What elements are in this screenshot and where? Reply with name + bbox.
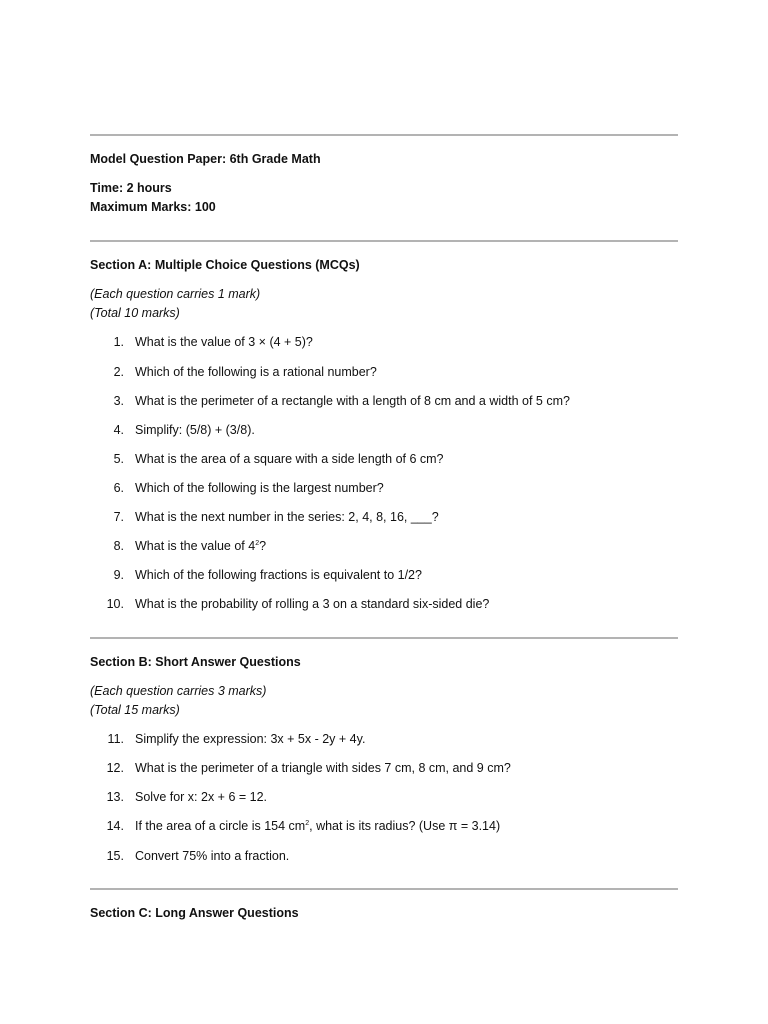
list-item [90, 392, 678, 410]
exponent: 2 [255, 540, 260, 547]
question-text: What is the perimeter of a triangle with sides 7 cm, 8 cm, and 9 cm? [135, 761, 511, 775]
section-c-heading: Section C: Long Answer Questions [90, 906, 299, 920]
list-item [90, 363, 678, 381]
section-b-note: (Each question carries 3 marks) [90, 684, 267, 698]
question-number: 2. [113, 365, 124, 379]
question-text: What is the area of a square with a side length of 6 cm? [135, 452, 444, 466]
divider [90, 637, 678, 639]
question-text-post: , what is its radius? (Use π = 3.14) [309, 819, 501, 833]
divider [90, 134, 678, 136]
question-number: 5. [113, 452, 124, 466]
section-a-total: (Total 10 marks) [90, 306, 180, 320]
question-number: 7. [113, 510, 124, 524]
list-item [90, 817, 678, 835]
list-item [90, 788, 678, 806]
question-number: 1. [113, 335, 124, 349]
question-text: What is the next number in the series: 2, 4, 8, 16, ___? [135, 510, 439, 524]
section-a-heading: Section A: Multiple Choice Questions (MCQs) [90, 258, 360, 272]
list-item [90, 333, 678, 351]
question-number: 4. [113, 423, 124, 437]
divider [90, 888, 678, 890]
question-text: Which of the following fractions is equivalent to 1/2? [135, 568, 422, 582]
question-text: Simplify: (5/8) + (3/8). [135, 423, 255, 437]
section-a-note: (Each question carries 1 mark) [90, 287, 261, 301]
list-item [90, 847, 678, 865]
question-text: What is the value of 3 × (4 + 5)? [135, 335, 313, 349]
question-text: What is the perimeter of a rectangle with a length of 8 cm and a width of 5 cm? [135, 394, 570, 408]
section-b-heading: Section B: Short Answer Questions [90, 655, 301, 669]
divider [90, 240, 678, 242]
question-number: 14. [106, 819, 124, 833]
question-text [135, 817, 500, 835]
list-item [90, 508, 678, 526]
question-number: 11. [107, 732, 124, 746]
list-item [90, 595, 678, 613]
question-text: Convert 75% into a fraction. [135, 849, 290, 863]
time-label: Time: 2 hours [90, 181, 172, 195]
question-text: What is the probability of rolling a 3 on a standard six-sided die? [135, 597, 490, 611]
max-marks-label: Maximum Marks: 100 [90, 200, 216, 214]
question-text-pre: What is the value of 4 [135, 539, 256, 553]
list-item [90, 730, 678, 748]
question-number: 10. [106, 597, 124, 611]
exponent: 2 [305, 820, 310, 827]
question-text: Which of the following is the largest number? [135, 481, 384, 495]
question-number: 9. [113, 568, 124, 582]
question-number: 3. [113, 394, 124, 408]
list-item [90, 759, 678, 777]
paper-title: Model Question Paper: 6th Grade Math [90, 152, 321, 166]
question-text: Solve for x: 2x + 6 = 12. [135, 790, 268, 804]
question-text: Which of the following is a rational number? [135, 365, 377, 379]
list-item [90, 537, 678, 555]
question-text-pre: If the area of a circle is 154 cm [135, 819, 306, 833]
question-number: 8. [113, 539, 124, 553]
question-text [135, 537, 266, 555]
list-item [90, 479, 678, 497]
list-item [90, 421, 678, 439]
question-number: 6. [113, 481, 124, 495]
question-number: 15. [106, 849, 124, 863]
list-item [90, 566, 678, 584]
question-text-post: ? [259, 539, 267, 553]
question-text: Simplify the expression: 3x + 5x - 2y + 4y. [135, 732, 366, 746]
question-number: 13. [106, 790, 124, 804]
list-item [90, 450, 678, 468]
section-b-total: (Total 15 marks) [90, 703, 180, 717]
question-number: 12. [106, 761, 124, 775]
